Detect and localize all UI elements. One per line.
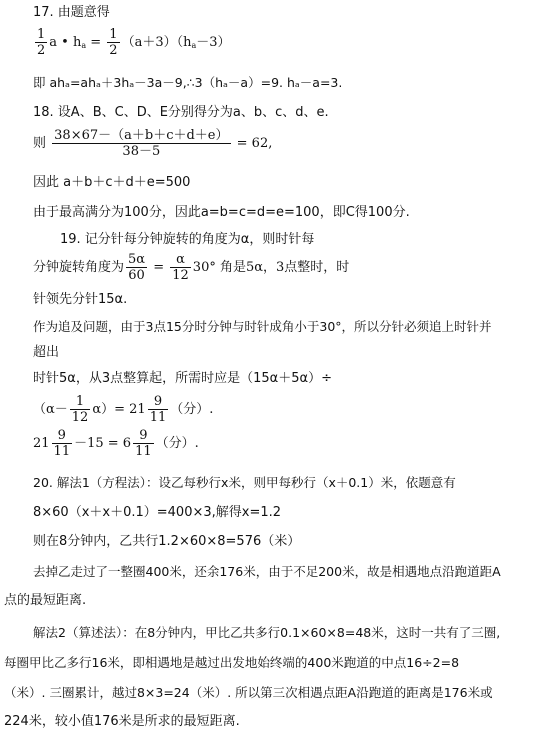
numerator: 9 xyxy=(133,428,154,444)
subscript: a xyxy=(191,41,197,50)
denominator: 12 xyxy=(172,268,189,283)
denominator: 12 xyxy=(71,410,89,425)
problem-17-equation xyxy=(33,27,231,61)
problem-19-equation xyxy=(33,252,349,284)
problem-19-line: 时针5α，从3点整算起，所需时应是（15α＋5α）÷ xyxy=(33,371,332,386)
numerator: 5α xyxy=(128,252,146,267)
denominator: 2 xyxy=(37,43,46,58)
fraction xyxy=(133,428,154,459)
equation-term: a • h xyxy=(49,35,82,50)
problem-19-line: 作为追及问题，由于3点15分时分钟与时针成角小于30°，所以分针必须追上时针并 xyxy=(33,319,492,334)
problem-18-line: 由于最高满分为100分，因此a=b=c=d=e=100，即C得100分. xyxy=(33,205,410,220)
equation-term: 分钟旋转角度为 xyxy=(33,260,125,275)
denominator: 60 xyxy=(128,268,145,283)
fraction xyxy=(126,252,147,283)
equation-term: （分）. xyxy=(170,402,214,417)
denominator: 11 xyxy=(53,444,71,459)
equation-term: （分）. xyxy=(155,436,199,451)
problem-19-line: 针领先分针15α. xyxy=(33,292,128,307)
equation-term: 30° 角是5α，3点整时，时 xyxy=(192,260,350,275)
numerator: α xyxy=(170,252,191,268)
problem-20-line: 点的最短距离. xyxy=(4,593,87,608)
problem-20-line: （米）. 三圈累计，越过8×3=24（米）. 所以第三次相遇点距A沿跑道的距离是176米或 xyxy=(4,685,493,700)
problem-19-equation xyxy=(33,394,213,426)
problem-18-equation xyxy=(33,126,272,162)
denominator: 11 xyxy=(149,410,167,425)
fraction xyxy=(107,27,119,58)
subscript: a xyxy=(81,41,87,50)
problem-20-line: 则在8分钟内，乙共行1.2×60×8=576（米） xyxy=(33,534,301,549)
problem-20-line: 8×60（x＋x＋0.1）=400×3,解得x=1.2 xyxy=(33,505,282,520)
problem-20-line: 解法2（算述法）：在8分钟内，甲比乙共多行0.1×60×8=48米，这时一共有了三圈, xyxy=(33,625,501,640)
numerator: 1 xyxy=(109,27,118,42)
problem-19-equation xyxy=(33,428,199,460)
equation-term: －3） xyxy=(196,35,231,50)
problem-20-line: 去掉乙走过了一整圈400米，还余176米，由于不足200米，故是相遇地点沿跑道距A xyxy=(33,564,501,579)
equals-sign: = xyxy=(86,35,106,50)
numerator: 9 xyxy=(52,428,73,444)
numerator: 9 xyxy=(148,394,169,410)
denominator: 11 xyxy=(135,444,152,459)
denominator: 2 xyxy=(109,43,118,58)
equation-term: （α－ xyxy=(33,402,68,417)
problem-17-line: 即 ahₐ=ahₐ＋3hₐ－3a－9,∴3（hₐ－a）=9. hₐ－a=3. xyxy=(33,75,343,90)
equation-term: （a＋3）（h xyxy=(121,35,192,50)
problem-20-line: 每圈甲比乙多行16米，即相遇地是越过出发地始终端的400米跑道的中点16÷2=8 xyxy=(4,655,460,670)
fraction xyxy=(52,128,230,159)
problem-19-line: 19. 记分针每分钟旋转的角度为α，则时针每 xyxy=(60,232,315,247)
equation-term: 21 xyxy=(33,436,50,451)
equation-term: α）= 21 xyxy=(92,402,146,417)
fraction xyxy=(70,394,91,425)
problem-19-line: 超出 xyxy=(33,345,60,360)
equation-term: = 62, xyxy=(236,136,273,151)
numerator: 38×67－（a＋b＋c＋d＋e） xyxy=(54,128,229,143)
problem-20-line: 20. 解法1（方程法）：设乙每秒行x米，则甲每秒行（x＋0.1）米，依题意有 xyxy=(33,475,456,490)
fraction xyxy=(148,394,169,425)
equation-term: －15 = 6 xyxy=(74,436,132,451)
equation-term: 则 xyxy=(33,136,47,151)
numerator: 1 xyxy=(37,27,46,42)
fraction xyxy=(52,428,73,459)
denominator: 38－5 xyxy=(122,144,161,159)
equals-sign: = xyxy=(149,260,169,275)
problem-17-heading: 17. 由题意得 xyxy=(33,5,110,20)
problem-18-heading: 18. 设A、B、C、D、E分别得分为a、b、c、d、e. xyxy=(33,105,329,120)
problem-20-line: 224米，较小值176米是所求的最短距离. xyxy=(4,714,240,729)
fraction xyxy=(170,252,191,283)
problem-18-line: 因此 a＋b＋c＋d＋e=500 xyxy=(33,175,191,190)
fraction xyxy=(35,27,47,58)
numerator: 1 xyxy=(70,394,91,410)
